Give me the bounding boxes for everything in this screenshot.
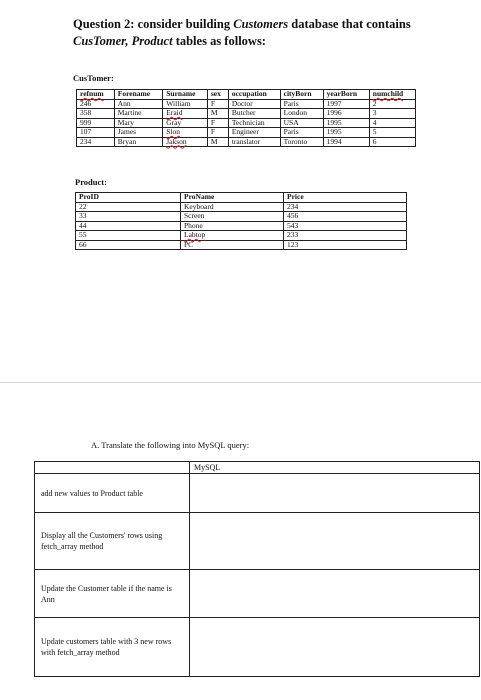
task-cell: Update the Customer table if the name is Ann: [35, 570, 190, 618]
table-cell: 233: [284, 231, 407, 241]
col-occupation: occupation: [228, 90, 280, 100]
table-cell: 1994: [323, 137, 369, 147]
question-title: [73, 16, 433, 50]
table-cell: PC: [181, 240, 284, 250]
table-cell: Labtop: [181, 231, 284, 241]
table-cell: Technician: [228, 118, 280, 128]
table-cell: Paris: [280, 99, 323, 109]
col-price: Price: [284, 193, 407, 203]
col-proname: ProName: [181, 193, 284, 203]
table-row: [76, 240, 407, 250]
table-cell: 6: [369, 137, 415, 147]
table-cell: 234: [284, 202, 407, 212]
table-cell: 2: [369, 99, 415, 109]
col-cityborn: cityBorn: [280, 90, 323, 100]
table-cell: 4: [369, 118, 415, 128]
table-row: [76, 221, 407, 231]
answer-cell[interactable]: [190, 474, 480, 513]
table-cell: Jakson: [163, 137, 208, 147]
part-a-instruction: A. Translate the following into MySQL query:: [91, 440, 250, 450]
table-cell: Screen: [181, 212, 284, 222]
question-suffix: tables as follows:: [172, 34, 266, 48]
table-cell: 1995: [323, 128, 369, 138]
answer-cell[interactable]: [190, 618, 480, 677]
question-prefix: Question 2: consider building: [73, 17, 234, 31]
table-cell: 22: [76, 202, 181, 212]
table-cell: 55: [76, 231, 181, 241]
answer-cell[interactable]: [190, 513, 480, 570]
product-header-row: [76, 193, 407, 203]
product-table: [75, 192, 407, 250]
customer-table: [76, 89, 416, 147]
question-middle: database that contains: [288, 17, 411, 31]
table-cell: 5: [369, 128, 415, 138]
table-cell: 234: [77, 137, 115, 147]
task-cell: Display all the Customers' rows using fetch_array method: [35, 513, 190, 570]
table-cell: F: [207, 128, 228, 138]
col-sex: sex: [207, 90, 228, 100]
table-cell: USA: [280, 118, 323, 128]
table-cell: 44: [76, 221, 181, 231]
customer-table-label: CusTomer:: [73, 73, 114, 83]
mysql-header-row: [35, 462, 480, 474]
table-cell: James: [114, 128, 163, 138]
page-two: [0, 384, 481, 700]
table-cell: 456: [284, 212, 407, 222]
table-row: [35, 513, 480, 570]
table-cell: 66: [76, 240, 181, 250]
table-cell: Paris: [280, 128, 323, 138]
table-cell: 123: [284, 240, 407, 250]
mysql-column-header: MySQL: [190, 462, 480, 474]
question-emphasis-tables: CusTomer, Product: [73, 34, 173, 48]
table-cell: 358: [77, 109, 115, 119]
table-cell: Eraid: [163, 109, 208, 119]
col-yearborn: yearBorn: [323, 90, 369, 100]
product-table-label: Product:: [75, 177, 107, 187]
table-row: [35, 618, 480, 677]
table-row: [77, 109, 416, 119]
table-cell: 107: [77, 128, 115, 138]
header-blank-cell: [35, 462, 190, 474]
table-cell: 1996: [323, 109, 369, 119]
table-cell: 543: [284, 221, 407, 231]
table-cell: translator: [228, 137, 280, 147]
table-row: [76, 212, 407, 222]
col-proid: ProID: [76, 193, 181, 203]
col-surname: Surname: [163, 90, 208, 100]
table-cell: F: [207, 99, 228, 109]
customer-header-row: [77, 90, 416, 100]
table-row: [35, 474, 480, 513]
table-cell: London: [280, 109, 323, 119]
task-cell: add new values to Product table: [35, 474, 190, 513]
table-cell: William: [163, 99, 208, 109]
page-divider: [0, 382, 481, 383]
task-cell: Update customers table with 3 new rows with fetch_array method: [35, 618, 190, 677]
table-cell: Phone: [181, 221, 284, 231]
col-refnum: refnum: [77, 90, 115, 100]
table-cell: Toronto: [280, 137, 323, 147]
table-cell: 246: [77, 99, 115, 109]
table-cell: Slon: [163, 128, 208, 138]
table-cell: Gray: [163, 118, 208, 128]
table-row: [76, 202, 407, 212]
col-forename: Forename: [114, 90, 163, 100]
col-numchild: numchild: [369, 90, 415, 100]
question-emphasis-customers: Customers: [233, 17, 289, 31]
table-cell: Engineer: [228, 128, 280, 138]
table-cell: Doctor: [228, 99, 280, 109]
table-row: [35, 570, 480, 618]
table-cell: M: [207, 137, 228, 147]
table-cell: 999: [77, 118, 115, 128]
table-row: [77, 128, 416, 138]
table-cell: Martine: [114, 109, 163, 119]
table-row: [77, 137, 416, 147]
table-cell: 1995: [323, 118, 369, 128]
mysql-answer-table: [34, 461, 480, 677]
table-cell: Mary: [114, 118, 163, 128]
table-cell: Bryan: [114, 137, 163, 147]
table-cell: Keyboard: [181, 202, 284, 212]
table-cell: 3: [369, 109, 415, 119]
table-cell: 1997: [323, 99, 369, 109]
table-cell: M: [207, 109, 228, 119]
table-row: [76, 231, 407, 241]
table-cell: Butcher: [228, 109, 280, 119]
answer-cell[interactable]: [190, 570, 480, 618]
table-cell: 33: [76, 212, 181, 222]
table-cell: F: [207, 118, 228, 128]
table-cell: Ann: [114, 99, 163, 109]
